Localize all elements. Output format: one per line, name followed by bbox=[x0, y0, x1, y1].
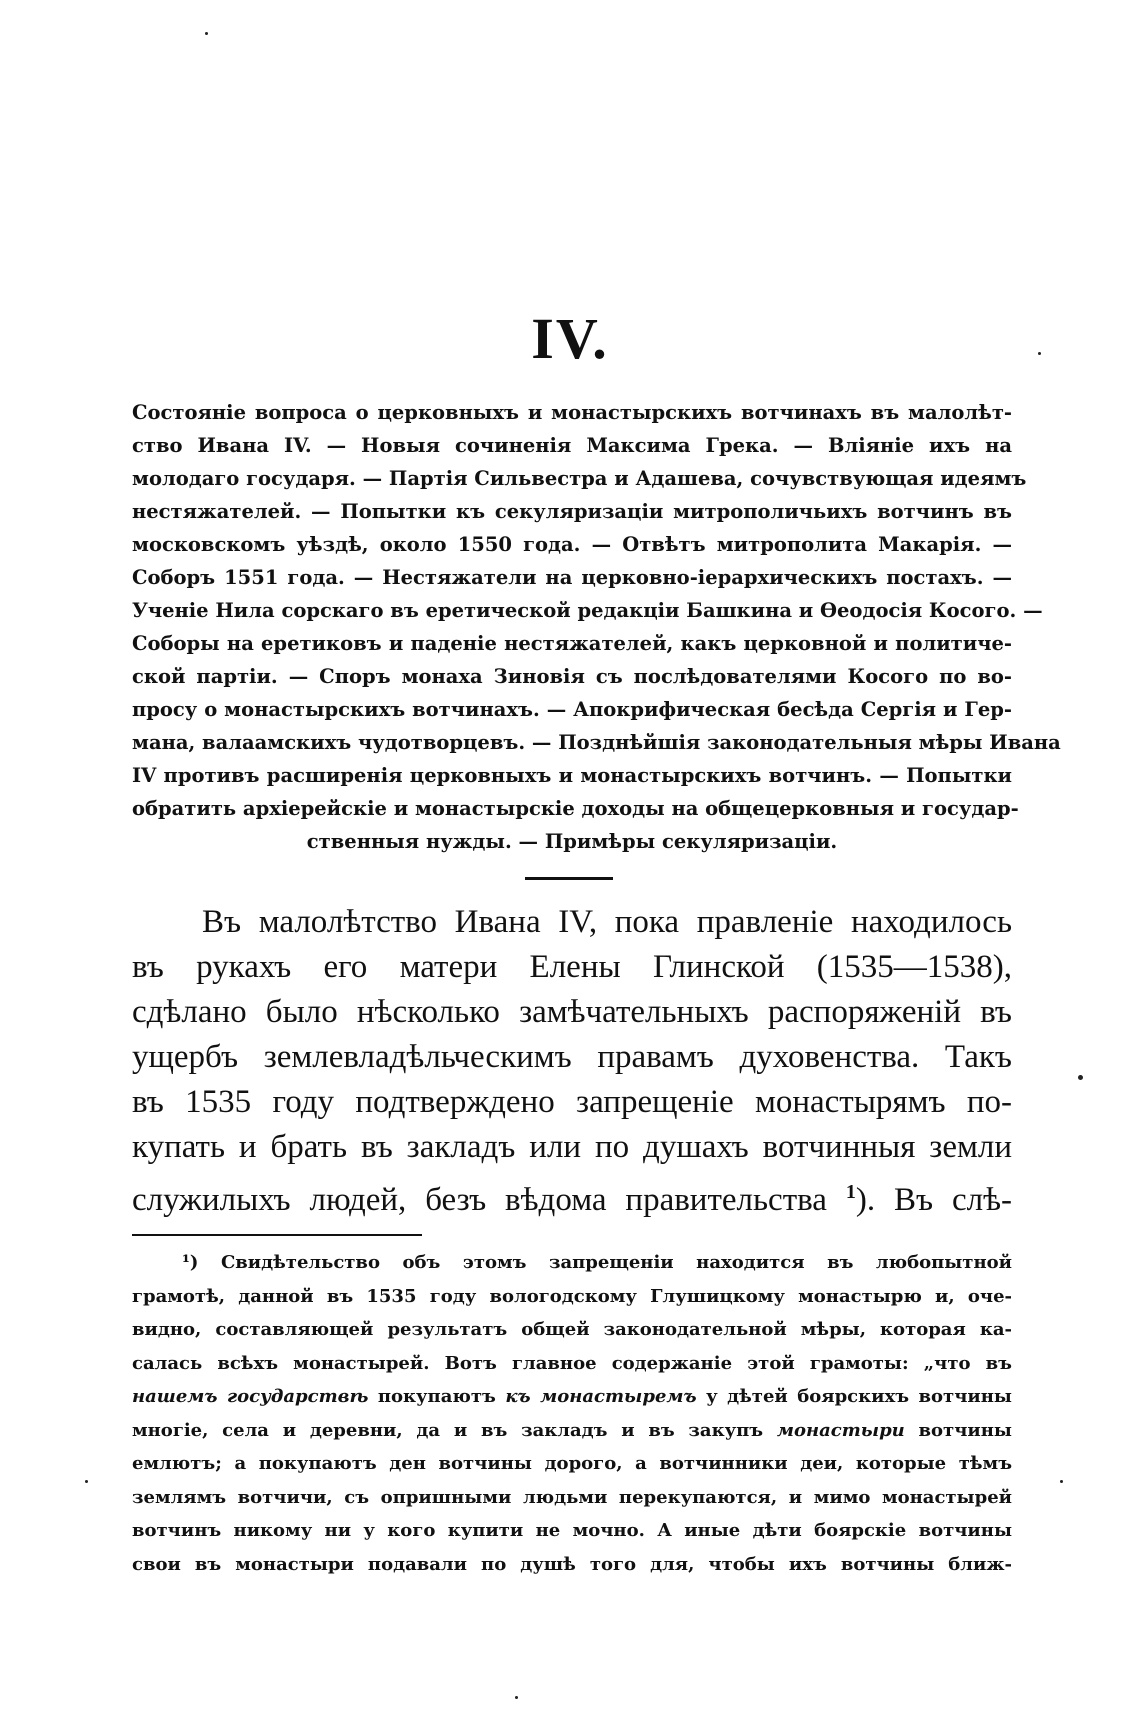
footnote-line: видно, составляющей результатъ общей законодательной мѣры, которая ка- bbox=[132, 1319, 1012, 1340]
chapter-summary bbox=[132, 396, 1061, 858]
summary-line: Соборы на еретиковъ и паденiе нестяжателей, какъ церковной и политиче- bbox=[132, 632, 1012, 655]
summary-line: IV противъ расширенiя церковныхъ и монастырскихъ вотчинъ. — Попытки bbox=[132, 764, 1012, 787]
footnote-text: Свидѣтельство объ этомъ запрещенiи находится въ любопытной bbox=[220, 1252, 1012, 1273]
summary-line: ство Ивана IV. — Новыя сочиненiя Максима Грека. — Влiянiе ихъ на bbox=[132, 434, 1012, 457]
footnote-line: землямъ вотчичи, съ опришными людьми перекупаются, и мимо монастырей bbox=[132, 1486, 1012, 1508]
section-separator bbox=[525, 877, 613, 880]
footnote-italic: нашемъ государствѣ bbox=[132, 1386, 369, 1407]
footnote-italic: монастыри bbox=[776, 1419, 905, 1441]
footnote-line bbox=[132, 1380, 1012, 1414]
body-line: въ 1535 году подтверждено запрещенiе монастырямъ по- bbox=[132, 1084, 1012, 1120]
footnote-text: у дѣтей боярскихъ вотчины bbox=[706, 1386, 1012, 1407]
footnote-line: свои въ монастыри подавали по душѣ того для, чтобы ихъ вотчины ближ- bbox=[132, 1553, 1012, 1575]
footnote-reference: 1 bbox=[845, 1181, 856, 1203]
footnote-line: вотчинъ никому ни у кого купити не мочно. А иные дѣти боярскiе вотчины bbox=[132, 1520, 1012, 1541]
print-speck bbox=[515, 1696, 518, 1699]
footnote-text: многiе, села и деревни, да и въ закладъ и въ закупъ bbox=[132, 1419, 764, 1441]
print-speck bbox=[205, 32, 208, 35]
footnote-separator bbox=[132, 1234, 422, 1236]
footnote-text: покупаютъ bbox=[377, 1386, 496, 1407]
summary-line: мана, валаамскихъ чудотворцевъ. — Позднѣйшiя законодательныя мѣры Ивана bbox=[132, 731, 1061, 754]
summary-line: ственныя нужды. — Примѣры секуляризацiи. bbox=[306, 830, 838, 853]
summary-line: Соборъ 1551 года. — Нестяжатели на церковно-iерархическихъ постахъ. — bbox=[132, 566, 1012, 589]
print-speck bbox=[1060, 1480, 1063, 1483]
body-line: купать и брать въ закладъ или по душахъ вотчинныя земли bbox=[132, 1129, 1012, 1165]
footnote-line: емлютъ; а покупаютъ ден вотчины дорого, а вотчинники деи, которые тѣмъ bbox=[132, 1453, 1012, 1474]
print-speck bbox=[1038, 352, 1041, 355]
print-speck bbox=[1078, 1075, 1083, 1080]
body-line-text: служилыхъ людей, безъ вѣдома правительства bbox=[132, 1182, 827, 1218]
summary-line: московскомъ уѣздѣ, около 1550 года. — Отвѣтъ митрополита Макарiя. — bbox=[132, 533, 1012, 556]
body-line: сдѣлано было нѣсколько замѣчательныхъ распоряженiй въ bbox=[132, 994, 1012, 1030]
summary-line: просу о монастырскихъ вотчинахъ. — Апокрифическая бесѣда Сергiя и Гер- bbox=[132, 698, 1012, 721]
summary-line: Ученiе Нила сорскаго въ еретической редакцiи Башкина и Ѳеодосiя Косого. — bbox=[132, 599, 1043, 622]
footnote-line: салась всѣхъ монастырей. Вотъ главное содержанiе этой грамоты: „что въ bbox=[132, 1352, 1012, 1374]
summary-line: ской партiи. — Споръ монаха Зиновiя съ послѣдователями Косого по во- bbox=[132, 665, 1012, 688]
footnote-line: грамотѣ, данной въ 1535 году вологодскому Глушицкому монастырю и, оче- bbox=[132, 1285, 1012, 1307]
body-line: Въ малолѣтство Ивана IV, пока правленiе находилось bbox=[202, 904, 1012, 940]
footnote-italic: къ монастыремъ bbox=[505, 1386, 697, 1407]
body-line: въ рукахъ его матери Елены Глинской (1535—1538), bbox=[132, 949, 1012, 985]
summary-line: обратить архiерейскiе и монастырскiе доходы на общецерковныя и государ- bbox=[132, 797, 1019, 820]
summary-line: нестяжателей. — Попытки къ секуляризацiи митрополичьихъ вотчинъ въ bbox=[132, 500, 1012, 523]
summary-line: Состоянiе вопроса о церковныхъ и монастырскихъ вотчинахъ въ малолѣт- bbox=[132, 401, 1012, 424]
footnote-line bbox=[132, 1246, 1012, 1280]
footnote-marker: ¹) bbox=[182, 1252, 199, 1273]
summary-line: молодаго государя. — Партiя Сильвестра и Адашева, сочувствующая идеямъ bbox=[132, 467, 1027, 490]
footnote bbox=[132, 1246, 1012, 1581]
footnote-line bbox=[132, 1414, 1012, 1448]
body-paragraph bbox=[132, 900, 1012, 1223]
chapter-number: IV. bbox=[531, 306, 609, 371]
print-speck bbox=[85, 1480, 88, 1483]
body-line-last bbox=[132, 1170, 1012, 1223]
body-line: ущербъ землевладѣльческимъ правамъ духовенства. Такъ bbox=[132, 1039, 1012, 1075]
footnote-text: вотчины bbox=[918, 1419, 1012, 1441]
body-line-tail: ). Въ слѣ- bbox=[855, 1182, 1012, 1218]
